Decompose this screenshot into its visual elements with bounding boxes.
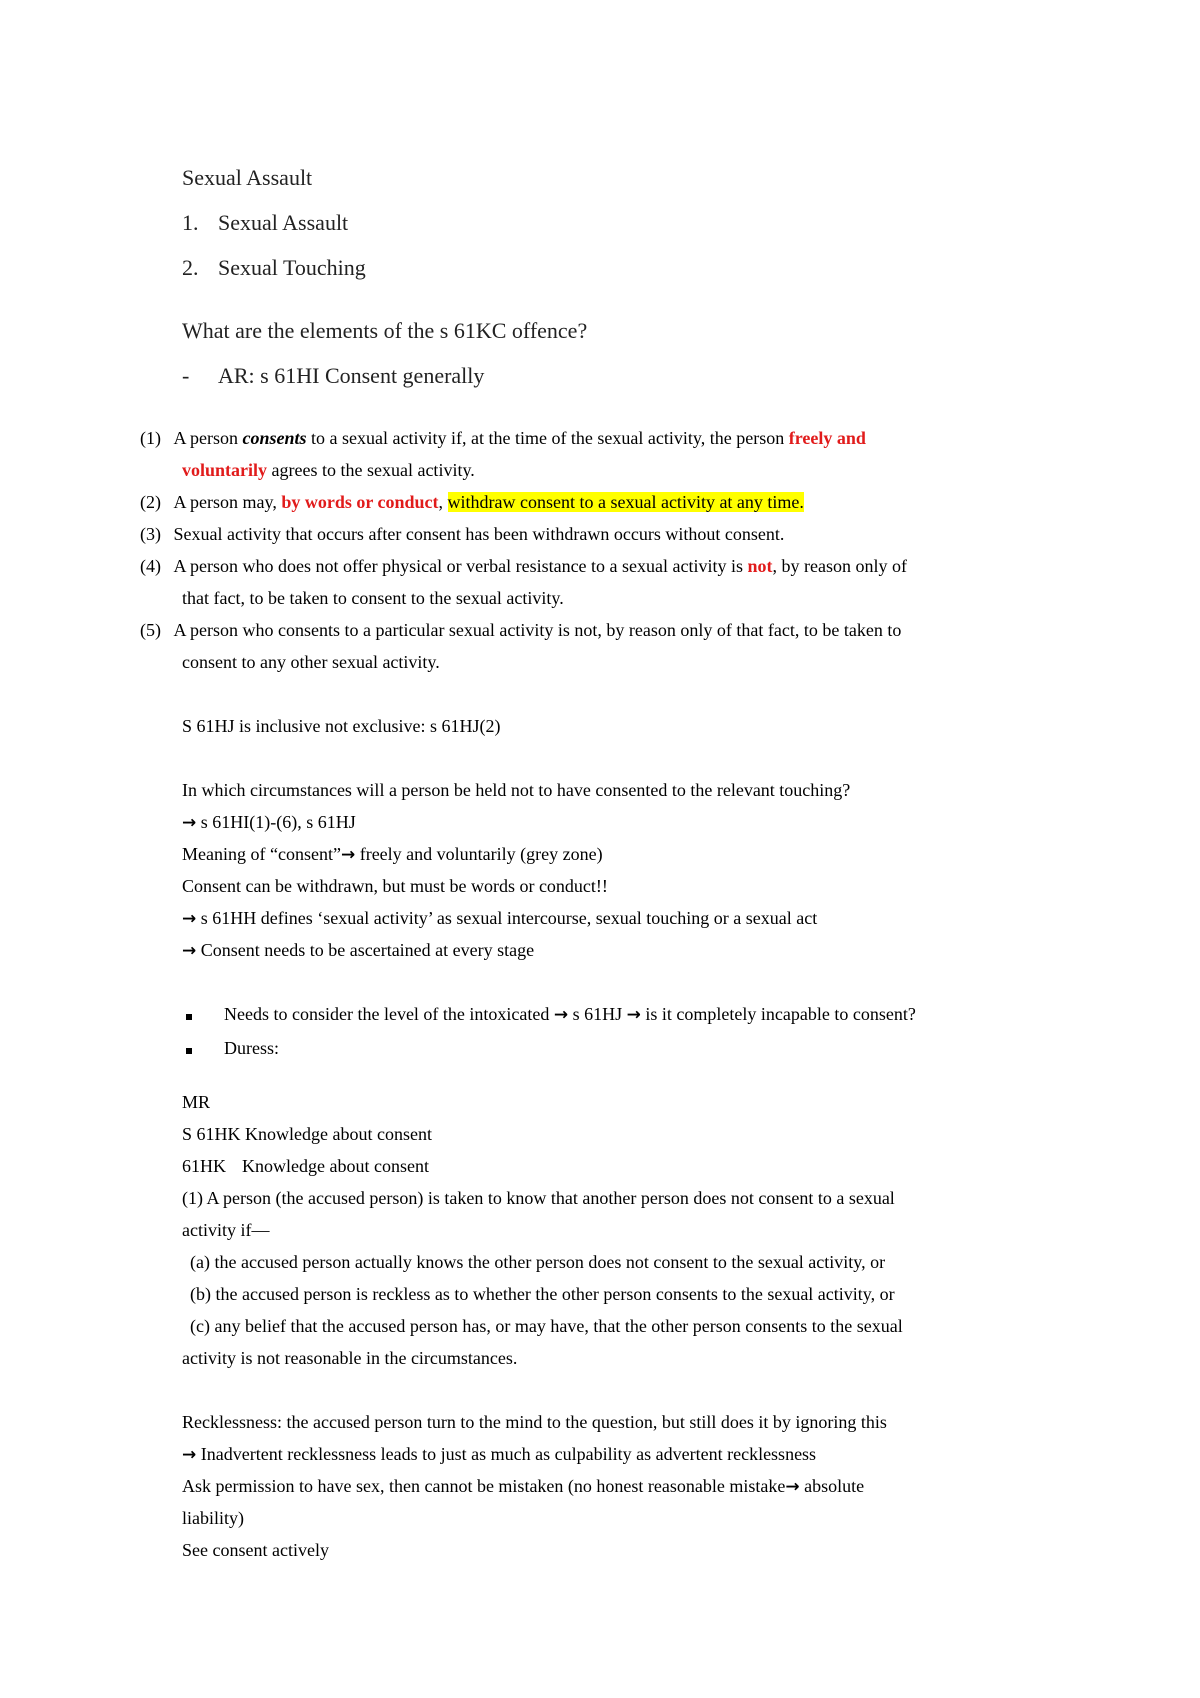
bullet-square-icon: [186, 1037, 192, 1059]
reck-line: liability): [182, 1508, 244, 1528]
consents-emphasis: consents: [242, 428, 307, 448]
section-title: Knowledge about consent: [242, 1156, 429, 1176]
inclusive-note: S 61HJ is inclusive not exclusive: s 61HJ(2): [182, 716, 501, 736]
provision-4: [140, 555, 907, 577]
note-text: freely and voluntarily (grey zone): [355, 844, 603, 864]
provision-5: [140, 619, 901, 641]
arrow-icon: →: [182, 941, 197, 961]
provision-text: to a sexual activity if, at the time of the sexual activity, the person: [306, 428, 789, 448]
provision-text: Sexual activity that occurs after consent has been withdrawn occurs without consent.: [173, 524, 785, 544]
bullet-item: Duress:: [224, 1038, 279, 1058]
note-text: Consent needs to be ascertained at every stage: [200, 940, 535, 960]
reck-line: See consent actively: [182, 1540, 329, 1560]
bullet-text: Needs to consider the level of the intoxicated: [224, 1004, 554, 1024]
arrow-icon: →: [182, 813, 197, 833]
provision-text: agrees to the sexual activity.: [267, 460, 475, 480]
note-line: [182, 843, 603, 866]
arrow-icon: →: [626, 1005, 641, 1025]
note-text: s 61HH defines ‘sexual activity’ as sexual intercourse, sexual touching or a sexual act: [200, 908, 818, 928]
provision-number: (5): [140, 620, 161, 640]
provision-number: (1): [140, 428, 161, 448]
list-item: [182, 255, 199, 281]
bullet-text: is it completely incapable to consent?: [640, 1004, 916, 1024]
provision-number: (3): [140, 524, 161, 544]
provision-4-cont: that fact, to be taken to consent to the sexual activity.: [182, 588, 564, 608]
provision-text: A person: [173, 428, 243, 448]
ar-heading: AR: s 61HI Consent generally: [218, 363, 485, 388]
provision-text: A person who consents to a particular sexual activity is not, by reason only of that fact, to be taken to: [173, 620, 902, 640]
freely-emphasis: freely and: [788, 428, 866, 448]
provision-1-cont: [182, 459, 475, 481]
list-number: 1.: [182, 210, 199, 235]
mr-line: S 61HK Knowledge about consent: [182, 1124, 432, 1144]
provision-1: [140, 427, 866, 449]
provision-number: (2): [140, 492, 161, 512]
reck-line: [182, 1443, 816, 1466]
mr-heading: MR: [182, 1092, 211, 1112]
highlighted-text: withdraw consent to a sexual activity at any time.: [447, 492, 804, 512]
circumstances-question: In which circumstances will a person be held not to have consented to the relevant touching?: [182, 780, 851, 800]
provision-text: A person may,: [173, 492, 282, 512]
note-text: Meaning of “consent”: [182, 844, 341, 864]
arrow-icon: →: [182, 909, 197, 929]
reck-text: Inadvertent recklessness leads to just as much as culpability as advertent recklessness: [196, 1444, 817, 1464]
voluntarily-emphasis: voluntarily: [182, 460, 268, 480]
ar-dash: -: [182, 363, 190, 388]
arrow-icon: →: [340, 845, 356, 865]
list-item-label: Sexual Assault: [218, 210, 349, 235]
reck-text: absolute: [799, 1476, 865, 1496]
list-number: 2.: [182, 255, 199, 280]
list-item-label: Sexual Touching: [218, 255, 366, 280]
note-line: [182, 907, 817, 930]
provision-text: A person who does not offer physical or verbal resistance to a sexual activity is: [173, 556, 748, 576]
note-text: s 61HI(1)-(6), s 61HJ: [200, 812, 356, 832]
mr-line: activity if—: [182, 1220, 270, 1240]
reck-line: [182, 1475, 864, 1498]
bullet-item: [224, 1003, 916, 1026]
mr-line: (1) A person (the accused person) is taken to know that another person does not consent to a sexual: [182, 1188, 895, 1208]
bullet-square-icon: [186, 1003, 192, 1025]
note-line: Consent can be withdrawn, but must be words or conduct!!: [182, 876, 608, 896]
mr-line: activity is not reasonable in the circumstances.: [182, 1348, 518, 1368]
provision-3: [140, 523, 784, 545]
section-number: 61HK: [182, 1156, 226, 1176]
provision-2: [140, 491, 804, 513]
mr-subitem: (b) the accused person is reckless as to whether the other person consents to the sexual activity, or: [190, 1284, 895, 1304]
mr-subitem: (a) the accused person actually knows the other person does not consent to the sexual activity, or: [190, 1252, 886, 1272]
mr-line: [182, 1155, 429, 1177]
note-line: [182, 811, 356, 834]
reck-line: Recklessness: the accused person turn to the mind to the question, but still does it by ignoring this: [182, 1412, 887, 1432]
doc-title: Sexual Assault: [182, 165, 313, 190]
question-heading: What are the elements of the s 61KC offence?: [182, 318, 588, 343]
words-conduct-emphasis: by words or conduct: [281, 492, 439, 512]
provision-number: (4): [140, 556, 161, 576]
reck-text: Ask permission to have sex, then cannot be mistaken (no honest reasonable mistake: [182, 1476, 786, 1496]
not-emphasis: not: [747, 556, 773, 576]
list-item: [182, 210, 199, 236]
provision-text: ,: [438, 492, 448, 512]
arrow-icon: →: [553, 1005, 569, 1025]
arrow-icon: →: [182, 1445, 197, 1465]
mr-subitem: (c) any belief that the accused person has, or may have, that the other person consents to the sexual: [190, 1316, 903, 1336]
note-line: [182, 939, 534, 962]
arrow-icon: →: [785, 1477, 800, 1497]
provision-text: , by reason only of: [772, 556, 908, 576]
bullet-text: s 61HJ: [568, 1004, 627, 1024]
provision-5-cont: consent to any other sexual activity.: [182, 652, 440, 672]
